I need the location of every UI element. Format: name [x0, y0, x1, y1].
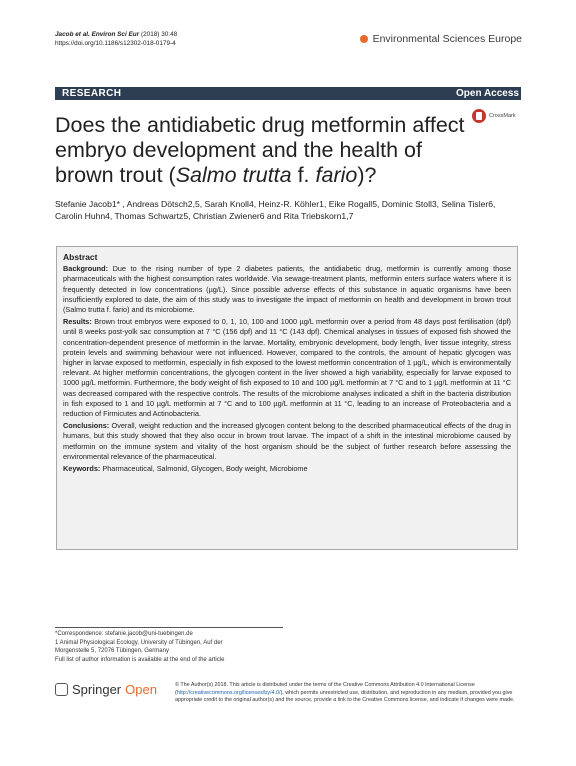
keywords-label: Keywords:	[63, 464, 101, 474]
doi-link[interactable]: https://doi.org/10.1186/s12302-018-0179-4	[55, 40, 176, 47]
journal-brand[interactable]	[360, 33, 522, 45]
author-list	[55, 198, 525, 222]
author-info-note: Full list of author information is available at the end of the article	[55, 656, 225, 663]
citation	[55, 30, 177, 48]
results-text: Brown trout embryos were exposed to 0, 1, 10, 100 and 1000 µg/L metformin over a period from 48 days post fertilisation (dpf) until 8 weeks post-yolk sac consumption at 7 °C (156 dpf) and 11 °C (143 dpf). Chemical analyses in tissues of exposed fish showed the concentration-dependent presence of metformin in the larvae. Mortality, embryonic development, body length, liver tissue integrity, stress protein levels and swimming behaviour were not influenced. However, compared to the controls, the amount of hepatic glycogen was higher in larvae exposed to metformin, especially in fish exposed to the lowest metformin concentration of 1 µg/L, which is environmentally relevant. At higher metformin concentrations, the glycogen content in the liver showed a high variability, especially for larvae exposed to 1000 µg/L metformin. Furthermore, the body weight of fish exposed to 10 and 100 µg/L metformin at 7 °C and to 1 µg/L metformin at 11 °C was decreased compared with the respective controls. The results of the microbiome analyses indicated a shift in the bacteria distribution in fish exposed to 1 and 10 µg/L metformin at 7 °C and to 100 µg/L metformin at 11 °C, leading to an increase of Proteobacteria and a reduction of Firmicutes and Actinobacteria.	[63, 317, 511, 419]
publisher-logo	[55, 682, 157, 697]
publisher-open: Open	[125, 682, 157, 697]
background-text: Due to the rising number of type 2 diabetes patients, the antidiabetic drug, metformin is currently among those pharmaceuticals with the highest consumption rates worldwide. Via sewage-treatment plants, metformin enters surface waters where it is frequently detected in low concentrations (µg/L). Since possible adverse effects of this substance in aquatic organisms have been insufficiently explored to date, the aim of this study was to investigate the impact of metformin on health and development in brown trout (Salmo trutta f. fario) and its microbiome.	[63, 264, 512, 315]
abstract-background	[63, 264, 511, 315]
title-subspecies: fario	[315, 163, 358, 187]
abstract-results	[63, 317, 511, 419]
conclusions-text: Overall, weight reduction and the increased glycogen content belong to the described pharmaceutical effects of the drug in humans, but this study showed that they also occur in brown trout larvae. The impact of a shift in the intestinal microbiome caused by metformin on the immune system and vitality of the host organism should be the subject of further research before assessing the environmental relevance of the pharmaceutical.	[63, 421, 511, 461]
crossmark-label: CrossMark	[489, 113, 516, 119]
citation-authors: Jacob et al. Environ Sci Eur	[55, 31, 140, 38]
license-statement	[175, 682, 520, 705]
article-type-banner	[55, 87, 521, 100]
footnotes	[55, 630, 224, 664]
title-species: Salmo trutta	[175, 163, 292, 187]
keywords-text: Pharmaceutical, Salmonid, Glycogen, Body weight, Microbiome	[102, 464, 308, 474]
author-line-2: Carolin Huhn4, Thomas Schwartz5, Christian Zwiener6 and Rita Triebskorn1,7	[55, 211, 354, 221]
abstract-keywords	[63, 464, 511, 474]
abstract-heading: Abstract	[63, 252, 98, 262]
title-text: Does the antidiabetic drug metformin affect embryo development and the health of brown trout (	[55, 113, 465, 187]
open-access-badge: Open Access	[456, 88, 519, 99]
affiliation-line-1: 1 Animal Physiological Ecology, University of Tübingen, Auf der	[55, 639, 223, 646]
license-link[interactable]: http://creativecommons.org/licenses/by/4.0/	[176, 689, 281, 696]
background-label: Background:	[63, 264, 108, 274]
affiliation-line-2: Morgenstelle 5, 72076 Tübingen, Germany	[55, 648, 169, 655]
results-label: Results:	[63, 317, 92, 327]
springer-horse-icon	[55, 683, 68, 696]
journal-logo-icon	[360, 35, 368, 43]
title-text-2: f.	[291, 163, 316, 187]
article-title	[55, 113, 475, 188]
abstract-conclusions	[63, 421, 511, 462]
license-text-2: ), which permits unrestricted use, distribution, and reproduction in any medium, provided you give appropriate credit to the original author(s) and the source, provide a link to the Creative Commons license, and indicate if changes were made.	[175, 689, 515, 703]
footnote-divider	[55, 627, 283, 628]
abstract-box	[56, 246, 518, 550]
crossmark-badge[interactable]	[472, 109, 516, 123]
author-line-1: Stefanie Jacob1* , Andreas Dötsch2,5, Sarah Knoll4, Heinz-R. Köhler1, Eike Rogall5, Dominic Stoll3, Selina Tisler6,	[55, 199, 496, 209]
publisher-name: Springer	[72, 682, 122, 697]
title-text-3: )?	[357, 163, 377, 187]
citation-volume: (2018) 30:48	[140, 31, 178, 38]
license-text-1: © The Author(s) 2018. This article is distributed under the terms of the Creative Commons Attribution 4.0 International License (	[175, 682, 475, 696]
article-type: RESEARCH	[62, 88, 122, 99]
journal-name: Environmental Sciences Europe	[372, 33, 522, 45]
conclusions-label: Conclusions:	[63, 421, 110, 431]
correspondence-email[interactable]: *Correspondence: stefanie.jacob@uni-tuebingen.de	[55, 631, 193, 637]
